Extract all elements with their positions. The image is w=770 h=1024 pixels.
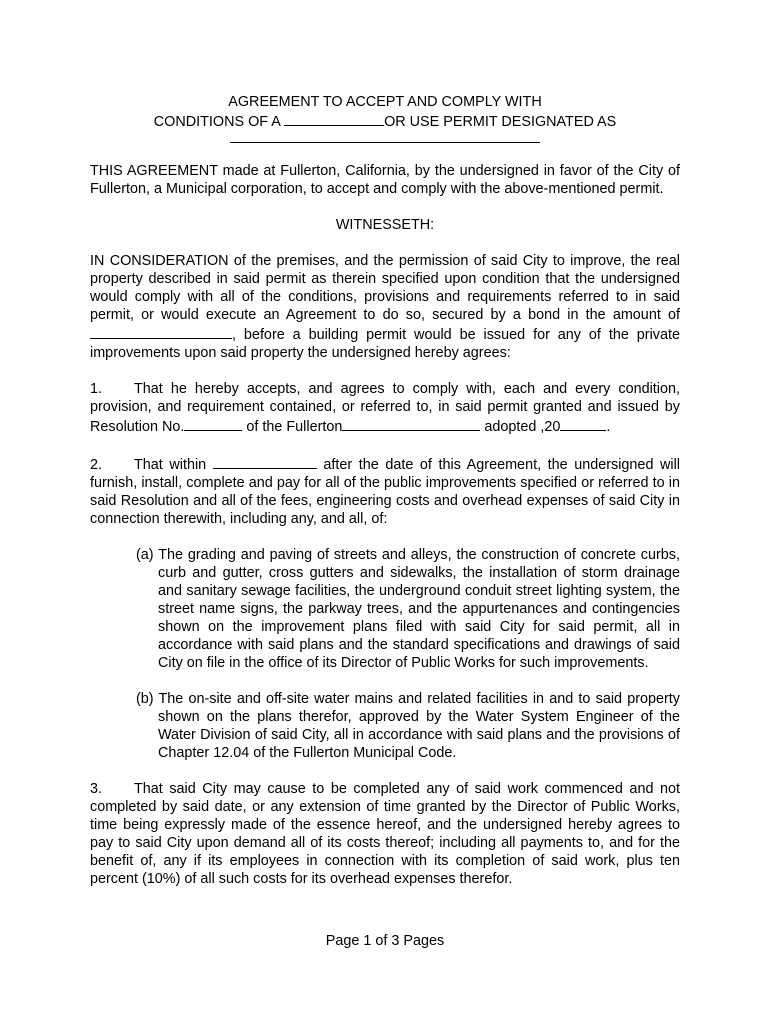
item-1-text-c: adopted ,20 — [484, 419, 561, 435]
item-2-number: 2. — [90, 457, 103, 473]
item-1-number: 1. — [90, 381, 103, 397]
agreement-title-line2 — [90, 111, 680, 131]
item-3-paragraph — [90, 780, 680, 888]
title-conditions-text: CONDITIONS OF A — [153, 114, 281, 130]
item-1-text-a: That he hereby accepts, and agrees to comply with, each and every condition, provision, and requirement contained, or referred to, in said permit granted and issued by Resolution No. — [90, 381, 680, 435]
consideration-paragraph — [90, 252, 680, 362]
item-1-text-d: . — [606, 419, 611, 435]
year-blank[interactable] — [560, 416, 606, 431]
item-2-paragraph — [90, 454, 680, 528]
item-1-text-b: of the Fullerton — [246, 419, 343, 435]
sub-item-b: (b) The on-site and off-site water mains and related facilities in and to said property shown on the plans therefor, approved by the Water System Engineer of the Water Division of said City, all in accordance with said plans and the provisions of Chapter 12.04 of the Fullerton Municipal Code. — [136, 691, 680, 761]
document-page — [90, 93, 680, 888]
item-2-text-b: after the date of this Agreement, the undersigned will furnish, install, complete and pay for all of the public improvements specified or referred to in said Resolution and all of the fees, engineering costs and overhead expenses of said City in connection therewith, including any, and all, of: — [90, 457, 681, 527]
intro-paragraph: THIS AGREEMENT made at Fullerton, California, by the undersigned in favor of the City of Fullerton, a Municipal corporation, to accept and comply with the above-mentioned permit. — [90, 163, 680, 197]
consideration-text-b: , before a building permit would be issued for any of the private improvements upon said property the undersigned hereby agrees: — [90, 327, 680, 361]
sub-item-a: (a) The grading and paving of streets and alleys, the construction of concrete curbs, curb and gutter, cross gutters and sidewalks, the installation of storm drainage and sanitary sewage facilities, the underground conduit street lighting system, the street name signs, the parkway trees, and the appurtenances and contingencies shown on the improvement plans filed with said City for said permit, all in accordance with said plans and the standard specifications and drawings of said City on file in the office of its Director of Public Works for such improvements. — [136, 547, 680, 671]
resolution-number-blank[interactable] — [184, 416, 242, 431]
item-1-paragraph — [90, 380, 680, 436]
witnesseth-heading: WITNESSETH: — [335, 217, 435, 233]
page-footer: Page 1 of 3 Pages — [325, 933, 445, 949]
item-3-text: That said City may cause to be completed any of said work commenced and not completed by said date, or any extension of time granted by the Director of Public Works, time being expressly made of the essence hereof, and the undersigned hereby agrees to pay to said City upon demand all of its costs thereof; including all payments to, and for the benefit of, any if its employees in connection with its completion of said work, plus ten percent (10%) of all such costs for its overhead expenses therefor. — [90, 781, 680, 887]
agreement-title-line1: AGREEMENT TO ACCEPT AND COMPLY WITH — [228, 94, 542, 110]
item-3-number: 3. — [90, 781, 103, 797]
permit-designation-blank[interactable] — [230, 142, 540, 143]
time-period-blank[interactable] — [213, 454, 317, 469]
title-use-permit-text: OR USE PERMIT DESIGNATED AS — [384, 114, 617, 130]
permit-type-blank[interactable] — [284, 111, 384, 126]
item-2-text-a: That within — [134, 457, 207, 473]
fullerton-body-blank[interactable] — [342, 416, 480, 431]
bond-amount-blank[interactable] — [90, 324, 232, 339]
consideration-text-a: IN CONSIDERATION of the premises, and the permission of said City to improve, the real property described in said permit as therein specified upon condition that the undersigned would comply with all of the conditions, provisions and requirements referred to in said permit, or would execute an Agreement to do so, secured by a bond in the amount of — [90, 253, 680, 323]
